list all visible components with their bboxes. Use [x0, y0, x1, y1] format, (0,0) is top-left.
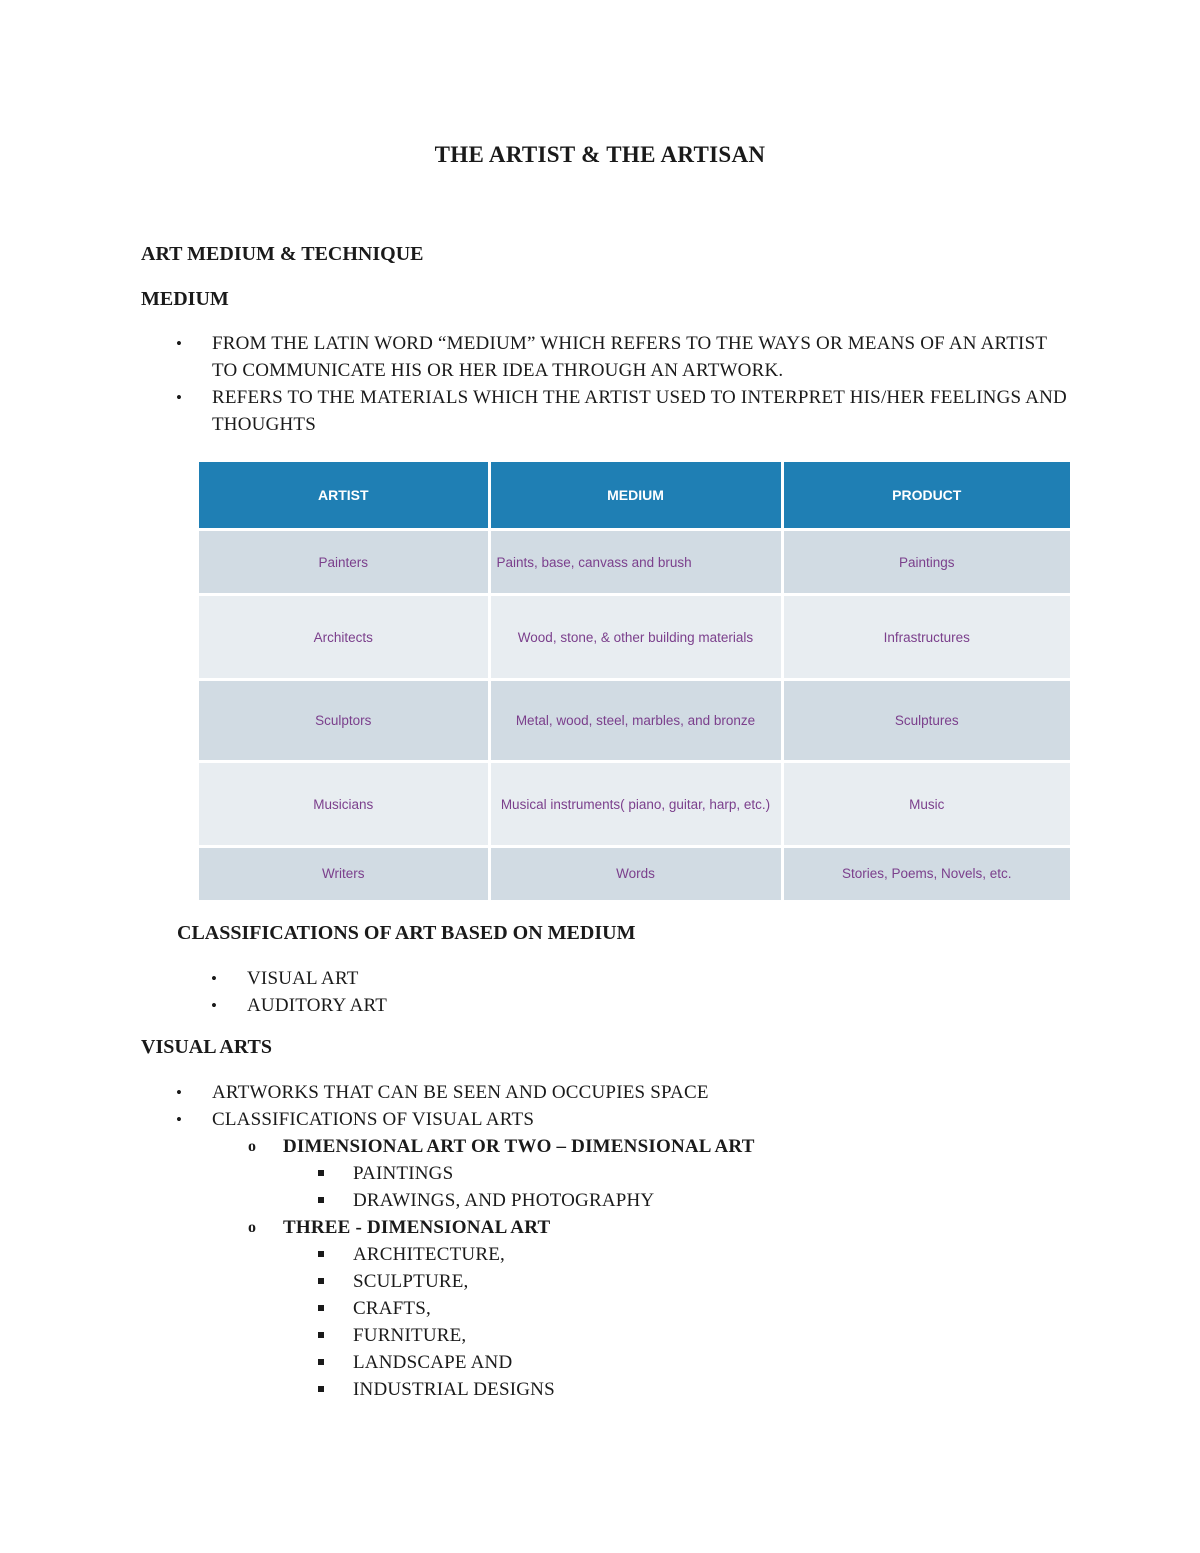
table-cell: Musical instruments( piano, guitar, harp, etc.) [489, 762, 782, 847]
section-heading: ART MEDIUM & TECHNIQUE [141, 243, 424, 265]
square-bullet-icon [318, 1386, 324, 1392]
header-medium: MEDIUM [489, 462, 782, 530]
table-cell: Paints, base, canvass and brush [489, 530, 782, 595]
table-cell: Wood, stone, & other building materials [489, 595, 782, 680]
bullet-icon: • [211, 996, 218, 1015]
two-d-items [353, 1160, 1053, 1214]
classifications-list [211, 965, 847, 1019]
visual-arts-heading: VISUAL ARTS [141, 1036, 273, 1058]
header-artist: ARTIST [199, 462, 489, 530]
list-item: CRAFTS, [353, 1295, 1053, 1322]
square-bullet-icon [318, 1251, 324, 1257]
square-bullet-icon [318, 1332, 324, 1338]
list-item: • VISUAL ART [247, 965, 847, 992]
square-bullet-icon [318, 1278, 324, 1284]
list-item: • AUDITORY ART [247, 992, 847, 1019]
circle-bullet-icon: o [248, 1138, 257, 1155]
header-product: PRODUCT [782, 462, 1070, 530]
table-cell: Sculptures [782, 680, 1070, 762]
table-row [199, 680, 1070, 762]
bullet-icon: • [176, 388, 183, 407]
circle-bullet-icon: o [248, 1219, 257, 1236]
square-bullet-icon [318, 1305, 324, 1311]
bullet-icon: • [176, 1083, 183, 1102]
bullet-icon: • [176, 1110, 183, 1129]
medium-bullet-list [176, 330, 1072, 438]
list-item: SCULPTURE, [353, 1268, 1053, 1295]
classifications-heading: CLASSIFICATIONS OF ART BASED ON MEDIUM [177, 922, 636, 944]
list-item: DRAWINGS, AND PHOTOGRAPHY [353, 1187, 1053, 1214]
square-bullet-icon [318, 1170, 324, 1176]
square-bullet-icon [318, 1197, 324, 1203]
table-cell: Words [489, 847, 782, 900]
table-row [199, 530, 1070, 595]
visual-arts-list [176, 1079, 1072, 1133]
table-cell: Infrastructures [782, 595, 1070, 680]
bullet-icon: • [176, 334, 183, 353]
three-d-list [248, 1214, 1083, 1241]
artist-medium-table [199, 462, 1070, 900]
list-item: PAINTINGS [353, 1160, 1053, 1187]
table-cell: Metal, wood, steel, marbles, and bronze [489, 680, 782, 762]
bullet-icon: • [211, 969, 218, 988]
list-item: LANDSCAPE AND [353, 1349, 1053, 1376]
list-item: • REFERS TO THE MATERIALS WHICH THE ARTIST USED TO INTERPRET HIS/HER FEELINGS AND THOUGHTS [212, 384, 1072, 438]
table-header-row [199, 462, 1070, 530]
table-cell: Painters [199, 530, 489, 595]
table-row [199, 595, 1070, 680]
list-item: FURNITURE, [353, 1322, 1053, 1349]
three-d-items [353, 1241, 1053, 1403]
list-item: o THREE - DIMENSIONAL ART [283, 1214, 1083, 1241]
list-item: • FROM THE LATIN WORD “MEDIUM” WHICH REFERS TO THE WAYS OR MEANS OF AN ARTIST TO COMMUNICATE HIS OR HER IDEA THROUGH AN ARTWORK. [212, 330, 1072, 384]
table-cell: Architects [199, 595, 489, 680]
list-item: INDUSTRIAL DESIGNS [353, 1376, 1053, 1403]
list-item: o DIMENSIONAL ART OR TWO – DIMENSIONAL ART [283, 1133, 1083, 1160]
table-cell: Stories, Poems, Novels, etc. [782, 847, 1070, 900]
medium-heading: MEDIUM [141, 288, 229, 310]
table-row [199, 847, 1070, 900]
list-item: ARCHITECTURE, [353, 1241, 1053, 1268]
table-cell: Sculptors [199, 680, 489, 762]
list-item: • CLASSIFICATIONS OF VISUAL ARTS [212, 1106, 1072, 1133]
table-cell: Music [782, 762, 1070, 847]
table-cell: Musicians [199, 762, 489, 847]
two-d-list [248, 1133, 1083, 1160]
square-bullet-icon [318, 1359, 324, 1365]
table-cell: Paintings [782, 530, 1070, 595]
page-title: THE ARTIST & THE ARTISAN [434, 142, 766, 167]
table-row [199, 762, 1070, 847]
table-cell: Writers [199, 847, 489, 900]
list-item: • ARTWORKS THAT CAN BE SEEN AND OCCUPIES SPACE [212, 1079, 1072, 1106]
